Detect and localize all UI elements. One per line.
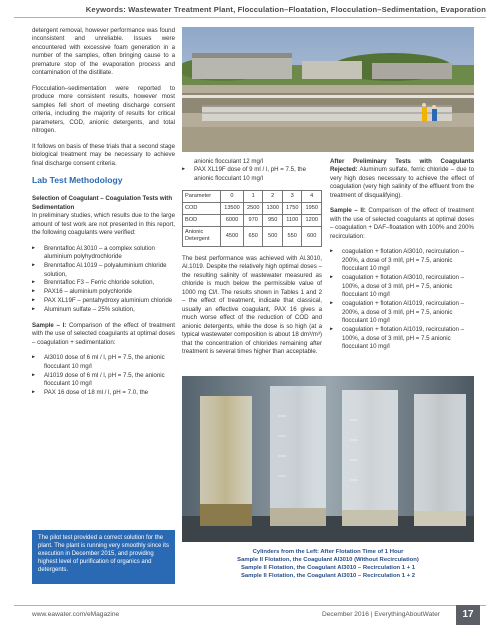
table-cell: 1300 xyxy=(263,203,283,215)
photo-caption xyxy=(182,549,474,581)
list-item: ▸▸ PAX XL19F – pentahydroxy aluminium chloride xyxy=(32,297,175,305)
list-item: ▸▸ Brenntafloc F3 – Ferric chloride solution, xyxy=(32,279,175,287)
sample-two-label: Sample – II: xyxy=(330,207,366,215)
rejected-text: Aluminum sulfate, ferric chloride – due to very high doses necessary to achieve the effect of coagulation (very high salinity of the effluent from the treatment of disqualifying). xyxy=(330,166,474,199)
list-item: ▸▸ PAX XL19F dose of 9 ml / l, pH = 7.5, the anionic flocculant 10 mg/l xyxy=(182,166,322,183)
section-title: Lab Test Methodology xyxy=(32,175,123,186)
table-cell: 650 xyxy=(243,227,263,247)
sample-one-list xyxy=(32,354,175,397)
results-paragraph: The best performance was achieved with Al.3010, Al.1019. Despite the relatively high optimal doses – the resulting salinity of wastewater measured as chloride is much below the permissible value of 1000 mg Cl/l. The results shown in Tables 1 and 2 – the effect of treatment, indicate that classical, usually an effective coagulant, PAX 16 gives a much worse effect of the reduction of COD and anionic detergents, while the dose is so high (at a typical wastewater composition is about 18 dm³/m³) that the concentration of chlorides remaining after treatment is several times higher than acceptable. xyxy=(182,254,322,356)
footer-issue: December 2016 | EverythingAboutWater xyxy=(321,611,440,618)
list-item: ▸▸ Al3010 dose of 6 ml / l, pH = 7.5, the anionic flocculant 10 mg/l xyxy=(32,354,175,371)
column-right xyxy=(330,158,474,359)
caption-line: Cylinders from the Left: After Flotation Time of 1 Hour xyxy=(252,549,404,555)
table-cell: 950 xyxy=(263,215,283,227)
list-item: ▸▸ coagulation + flotation Al1019, recirculation – 100%, a dose of 3 ml/l, pH = 7.5 anionic flocculant 10 mg/l xyxy=(330,326,474,351)
table-row xyxy=(183,203,322,215)
list-item: ▸▸ Brenntafloc Al.1019 – polyaluminium chloride solution, xyxy=(32,262,175,279)
sample-two-list xyxy=(330,248,474,351)
list-item: ▸▸ Aluminum sulfate – 25% solution, xyxy=(32,306,175,314)
plant-site-photo xyxy=(182,27,474,152)
table-header-cell: 0 xyxy=(221,191,244,203)
cylinders-photo xyxy=(182,376,474,542)
subheading: Selection of Coagulant – Coagulation Tests with Sedimentation xyxy=(32,195,173,211)
table-cell: 970 xyxy=(243,215,263,227)
table-cell: 1100 xyxy=(282,215,302,227)
header-divider xyxy=(14,17,486,18)
list-item: ▸▸ coagulation + flotation Al3010, recirculation – 100%, a dose of 3 ml/l, pH = 7.5, anionic flocculant 10 mg/l xyxy=(330,274,474,299)
caption-line: Sample II Flotation, the Coagulant Al3010 – Recirculation 1 + 1 xyxy=(240,564,416,571)
list-item: ▸▸ PAX16 – aluminium polychloride xyxy=(32,288,175,296)
table-header-cell: 2 xyxy=(263,191,283,203)
sample-two-paragraph xyxy=(330,207,474,241)
table-cell: 550 xyxy=(282,227,302,247)
page-number: 17 xyxy=(456,605,480,625)
caption-line: Sample II Flotation, the Coagulant Al3010 – Recirculation 1 + 2 xyxy=(240,572,416,579)
table-cell: 500 xyxy=(263,227,283,247)
table-cell: 2500 xyxy=(243,203,263,215)
table-cell: COD xyxy=(183,203,221,215)
table-header-cell: 4 xyxy=(302,191,322,203)
middle-list xyxy=(182,166,322,183)
table-cell: 4500 xyxy=(221,227,244,247)
table-cell: 1200 xyxy=(302,215,322,227)
preliminary-paragraph: In preliminary studies, which results due to the large amount of test work are not presented in this report, the following coagulants were verified: xyxy=(32,212,175,237)
sample-one-text: Comparison of the effect of treatment with the use of selected coagulants at optimal doses – coagulation + sedimentation: xyxy=(32,321,176,346)
sample-one-label: Sample – I: xyxy=(32,321,67,329)
table-header-cell: Parameter xyxy=(183,191,221,203)
table-row xyxy=(183,215,322,227)
running-header xyxy=(0,0,500,20)
list-item: ▸▸ Al1019 dose of 6 ml / l, pH = 7.5, the anionic flocculant 10 mg/l xyxy=(32,372,175,389)
table-cell: 600 xyxy=(302,227,322,247)
table-header-cell: 3 xyxy=(282,191,302,203)
table-header-cell: 1 xyxy=(243,191,263,203)
table-header-row xyxy=(183,191,322,203)
callout-box: The pilot test provided a correct solution for the plant. The plant is running very smoothly since its execution in December 2015, and providing highest level of purification of organics and detergents. xyxy=(32,530,175,584)
keywords-line: Keywords: Wastewater Treatment Plant, Flocculation–Floatation, Flocculation–Sedimentation, Evaporation xyxy=(85,5,486,14)
list-item: ▸▸ Brenntafloc Al.3010 – a complex solution aluminium polyhydrochloride xyxy=(32,245,175,262)
list-item: ▸▸ PAX 16 dose of 18 ml / l, pH = 7.0, the xyxy=(32,389,175,397)
parameter-table xyxy=(182,190,322,246)
column-middle xyxy=(182,158,322,364)
caption-line: Sample II Flotation, the Coagulant Al3010 (Without Recirculation) xyxy=(237,556,419,563)
rejected-paragraph xyxy=(330,158,474,200)
table-cell: BOD xyxy=(183,215,221,227)
table-cell: 6000 xyxy=(221,215,244,227)
column-left xyxy=(32,27,175,405)
biological-paragraph: It follows on basis of these trials that a second stage biological treatment may be necessary to achieve final discharge consent criteria. xyxy=(32,142,175,167)
sample-two-text: Comparison of the effect of treatment with the use of selected coagulants at optimal doses – coagulation + DAF–floatation with 100% and 200% recirculation: xyxy=(330,207,474,240)
sedimentation-paragraph: Flocculation–sedimentation were reported to produce more consistent results, however most samples fell short of meeting discharge consent criteria, including the majority of results for critical parameters, COD, anionic detergents, and total nitrogen. xyxy=(32,84,175,135)
table-row xyxy=(183,227,322,247)
table-cell: Anionic Detergent xyxy=(183,227,221,247)
continued-line: anionic flocculant 12 mg/l xyxy=(194,158,263,165)
table-cell: 1950 xyxy=(302,203,322,215)
sample-one-paragraph xyxy=(32,322,175,347)
list-item: ▸▸ coagulation + flotation Al1019, recirculation – 200%, a dose of 3 ml/l, pH = 7.5, anionic flocculant 10 mg/l xyxy=(330,300,474,325)
table-cell: 13500 xyxy=(221,203,244,215)
footer-url: www.eawater.com/eMagazine xyxy=(32,611,120,618)
coagulant-list xyxy=(32,245,175,315)
intro-paragraph: detergent removal, however performance was found inconsistent and unreliable. Issues were encountered with excessive foam generation in a number of the samples, often bringing cause to a premature stop of the evaporation process and contamination of the distillate. xyxy=(32,27,175,77)
footer-divider xyxy=(14,605,486,606)
list-item: ▸▸ coagulation + flotation Al3010, recirculation – 200%, a dose of 3 ml/l, pH = 7.5, anionic flocculant 10 mg/l xyxy=(330,248,474,273)
rejected-heading: After Preliminary Tests with Coagulants Rejected: xyxy=(330,158,474,174)
table-cell: 1750 xyxy=(282,203,302,215)
